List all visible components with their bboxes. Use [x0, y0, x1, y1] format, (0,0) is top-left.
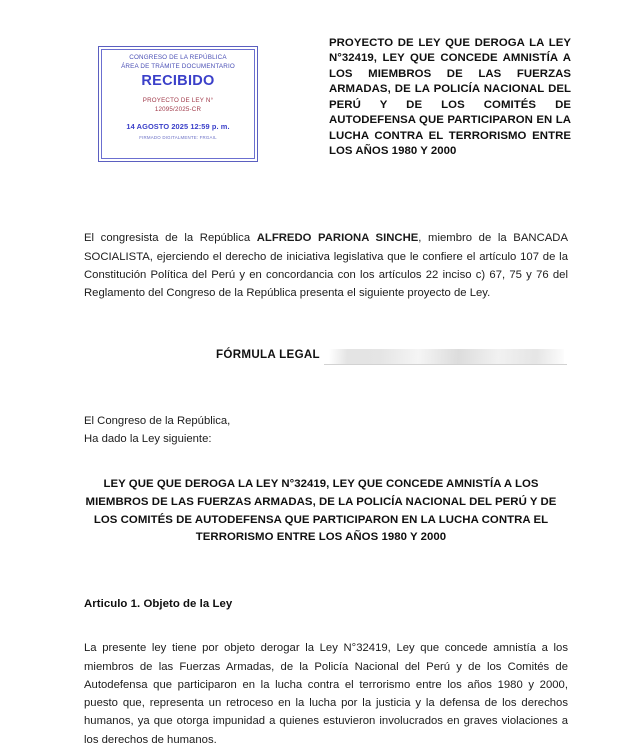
document-header: [0, 0, 640, 200]
scan-artifact-smudge: [329, 349, 564, 364]
stamp-digital-signature-note: FIRMADO DIGITALMENTE: FRGAIL: [139, 134, 217, 140]
article-1-body: La presente ley tiene por objeto derogar la Ley N°32419, Ley que concede amnistía a los miembros de las Fuerzas Armadas, de la Policía Nacional del Perú y de los Comités de Autodefensa que participaron en la lucha contra el terrorismo entre los años 1980 y 2000, puesto que, representa un retroceso en la lucha por la justicia y la defensa de los derechos humanos, ya que otorga impunidad a quienes estuvieron involucrados en graves violaciones a los derechos de humanos.: [84, 642, 568, 746]
intro-paragraph: [84, 229, 568, 302]
stamp-status-recibido: RECIBIDO: [141, 73, 215, 90]
stamp-project-number: 12095/2025-CR: [154, 105, 202, 113]
law-title: LEY QUE QUE DEROGA LA LEY N°32419, LEY QUE CONCEDE AMNISTÍA A LOS MIEMBROS DE LAS FUERZAS ARMADAS, DE LA POLICÍA NACIONAL DEL PERÚ Y DE LOS COMITÉS DE AUTODEFENSA QUE PARTICIPARON EN LA LUCHA CONTRA EL TERRORISMO ENTRE LOS AÑOS 1980 Y 2000: [85, 478, 557, 544]
congressman-name: ALFREDO PARIONA SINCHE: [256, 232, 419, 245]
enactment-line-2: Ha dado la Ley siguiente:: [84, 433, 212, 446]
reception-stamp: [98, 46, 258, 162]
document-title: PROYECTO DE LEY QUE DEROGA LA LEY N°32419, LEY QUE CONCEDE AMNISTÍA A LOS MIEMBROS DE LAS FUERZAS ARMADAS, DE LA POLICÍA NACIONAL DEL PERÚ Y DE LOS COMITÉS DE AUTODEFENSA QUE PARTICIPARON EN LA LUCHA CONTRA EL TERRORISMO ENTRE LOS AÑOS 1980 Y 2000: [329, 37, 571, 158]
stamp-project-label: PROYECTO DE LEY N°: [142, 97, 214, 105]
enactment-line-1: El Congreso de la República,: [84, 415, 231, 427]
reception-stamp-inner: [101, 49, 255, 159]
enactment-clause: [84, 412, 568, 449]
intro-before-name: El congresista de la República: [84, 232, 257, 245]
scan-artifact-line: [324, 364, 567, 365]
stamp-organization-line-2: ÁREA DE TRÁMITE DOCUMENTARIO: [121, 62, 235, 70]
stamp-organization-line-1: CONGRESO DE LA REPÚBLICA: [129, 54, 227, 61]
article-1-heading: Articulo 1. Objeto de la Ley: [84, 598, 233, 610]
formula-legal-heading: FÓRMULA LEGAL: [216, 348, 320, 361]
intro-after-name: , miembro de la BANCADA SOCIALISTA, ejerciendo el derecho de iniciativa legislativa que le confiere el artículo 107 de la Constitución Política del Perú y en concordancia con los artículos 22 inciso c) 67, 75 y 76 del Reglamento del Congreso de la República presenta el siguiente proyecto de Ley.: [84, 232, 568, 300]
formula-legal-section: [84, 348, 568, 370]
stamp-reception-date: 14 AGOSTO 2025 12:59 p. m.: [126, 122, 230, 132]
